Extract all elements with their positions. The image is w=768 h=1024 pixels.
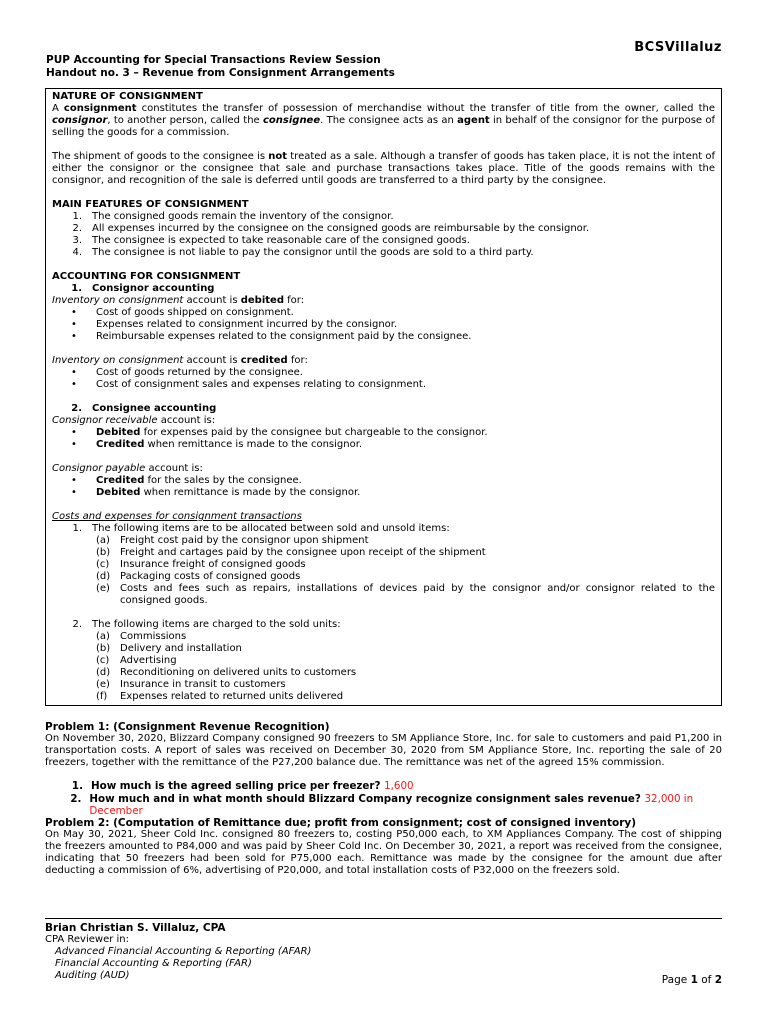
list-item: 2. All expenses incurred by the consignee on the consigned goods are reimbursable by the consignor. [72,223,590,234]
problem-1-text: On November 30, 2020, Blizzard Company consigned 90 freezers to SM Appliance Store, Inc. for sale to customers and paid P1,200 in transportation costs. A report of sales was received on December 30, 2020 from SM Appliance Store, Inc. reporting the sale of 20 freezers, together with the remittance of the P27,200 balance due. The remittance was net of the agreed 15% commission. [45,733,722,768]
list-item: 2. The following items are charged to the sold units: [72,619,341,630]
problem-2-title: Problem 2: (Computation of Remittance due; profit from consignment; cost of consigned inventory) [45,817,637,829]
problem-1 [45,721,722,817]
footer-credits [45,922,311,982]
answer-1: 1,600 [384,780,414,792]
list-item: (f) Expenses related to returned units delivered [96,691,344,702]
consignor-accounting-heading: 1. Consignor accounting [71,283,215,294]
costs-heading: Costs and expenses for consignment transactions [52,511,302,522]
reviewer-label: CPA Reviewer in: [45,934,129,945]
subject-item: Financial Accounting & Reporting (FAR) [55,958,252,969]
list-item: • Cost of goods shipped on consignment. [71,307,294,318]
list-item: (c) Insurance freight of consigned goods [96,559,306,570]
nature-heading: NATURE OF CONSIGNMENT [52,91,203,102]
list-item: • Reimbursable expenses related to the consignment paid by the consignee. [71,331,472,342]
list-item: 3. The consignee is expected to take reasonable care of the consigned goods. [72,235,470,246]
accounting-heading: ACCOUNTING FOR CONSIGNMENT [52,271,241,282]
footer-divider [45,918,722,919]
list-item: (d) Reconditioning on delivered units to customers [96,667,357,678]
list-item: 1. The consigned goods remain the inventory of the consignor. [72,211,394,222]
author-brand: BCSVillaluz [634,40,722,55]
answer-2: 32,000 in December [89,793,694,817]
list-item: 1. The following items are to be allocated between sold and unsold items: [72,523,450,534]
list-item: • Debited when remittance is made by the consignor. [71,487,361,498]
problem-2-text: On May 30, 2021, Sheer Cold Inc. consigned 80 freezers to, costing P50,000 each, to XM Appliances Company. The cost of shipping the freezers amounted to P84,000 and was paid by Sheer Cold Inc. On December 30, 2021, a report was received from the consignee, indicating that 50 freezers had been sold for P75,000 each. Remittance was made by the consignee for the amount due after deducting a commission of 6%, advertising of P20,000, and total installation costs of P32,000 on the freezers sold. [45,829,722,876]
list-item: (a) Commissions [96,631,187,642]
receivable-intro: Consignor receivable account is: [52,415,216,426]
consignee-accounting-heading: 2. Consignee accounting [71,403,217,414]
question-2: 2. How much and in what month should Blizzard Company recognize consignment sales revenue? 32,000 in December [70,793,694,817]
list-item: • Cost of goods returned by the consignee. [71,367,303,378]
problem-1-title: Problem 1: (Consignment Revenue Recognition) [45,721,330,733]
page-number: Page 1 of 2 [661,974,722,986]
list-item: (b) Freight and cartages paid by the consignee upon receipt of the shipment [96,547,486,558]
list-item: • Debited for expenses paid by the consignee but chargeable to the consignor. [71,427,488,438]
list-item: • Cost of consignment sales and expenses relating to consignment. [71,379,427,390]
debit-intro: Inventory on consignment account is debited for: [52,295,305,306]
author-name: Brian Christian S. Villaluz, CPA [45,922,226,934]
title-line-1: PUP Accounting for Special Transactions Review Session [46,54,381,66]
list-item: (e) Costs and fees such as repairs, installations of devices paid by the consignor and/or consignor related to the consigned goods. [96,583,715,606]
list-item: • Credited for the sales by the consignee. [71,475,302,486]
nature-paragraph-2: The shipment of goods to the consignee is not treated as a sale. Although a transfer of goods has taken place, it is not the intent of either the consignor or the consignee that sale and purchase transactions takes place. Title of the goods remains with the consignor, and recognition of the sale is deferred until goods are transferred to a third party by the consignee. [52,151,715,186]
list-item: (c) Advertising [96,655,177,666]
list-item: (e) Insurance in transit to customers [96,679,286,690]
nature-paragraph-1: A consignment constitutes the transfer of possession of merchandise without the transfer of title from the owner, called the consignor, to another person, called the consignee. The consignee acts as an agent in behalf of the consignor for the purpose of selling the goods for a commission. [52,103,716,138]
subject-item: Auditing (AUD) [55,970,130,981]
subject-item: Advanced Financial Accounting & Reporting (AFAR) [55,946,312,957]
problem-2 [45,817,722,877]
question-1: 1. How much is the agreed selling price per freezer? 1,600 [71,780,414,792]
document-title [46,54,395,80]
features-heading: MAIN FEATURES OF CONSIGNMENT [52,199,249,210]
list-item: (a) Freight cost paid by the consignor upon shipment [96,535,369,546]
payable-intro: Consignor payable account is: [52,463,203,474]
title-line-2: Handout no. 3 – Revenue from Consignment Arrangements [46,67,395,79]
list-item: (b) Delivery and installation [96,643,242,654]
list-item: 4. The consignee is not liable to pay the consignor until the goods are sold to a third party. [72,247,534,258]
list-item: • Expenses related to consignment incurred by the consignor. [71,319,398,330]
list-item: • Credited when remittance is made to the consignor. [71,439,363,450]
consignment-notes-box [45,88,722,706]
credit-intro: Inventory on consignment account is credited for: [52,355,308,366]
list-item: (d) Packaging costs of consigned goods [96,571,301,582]
